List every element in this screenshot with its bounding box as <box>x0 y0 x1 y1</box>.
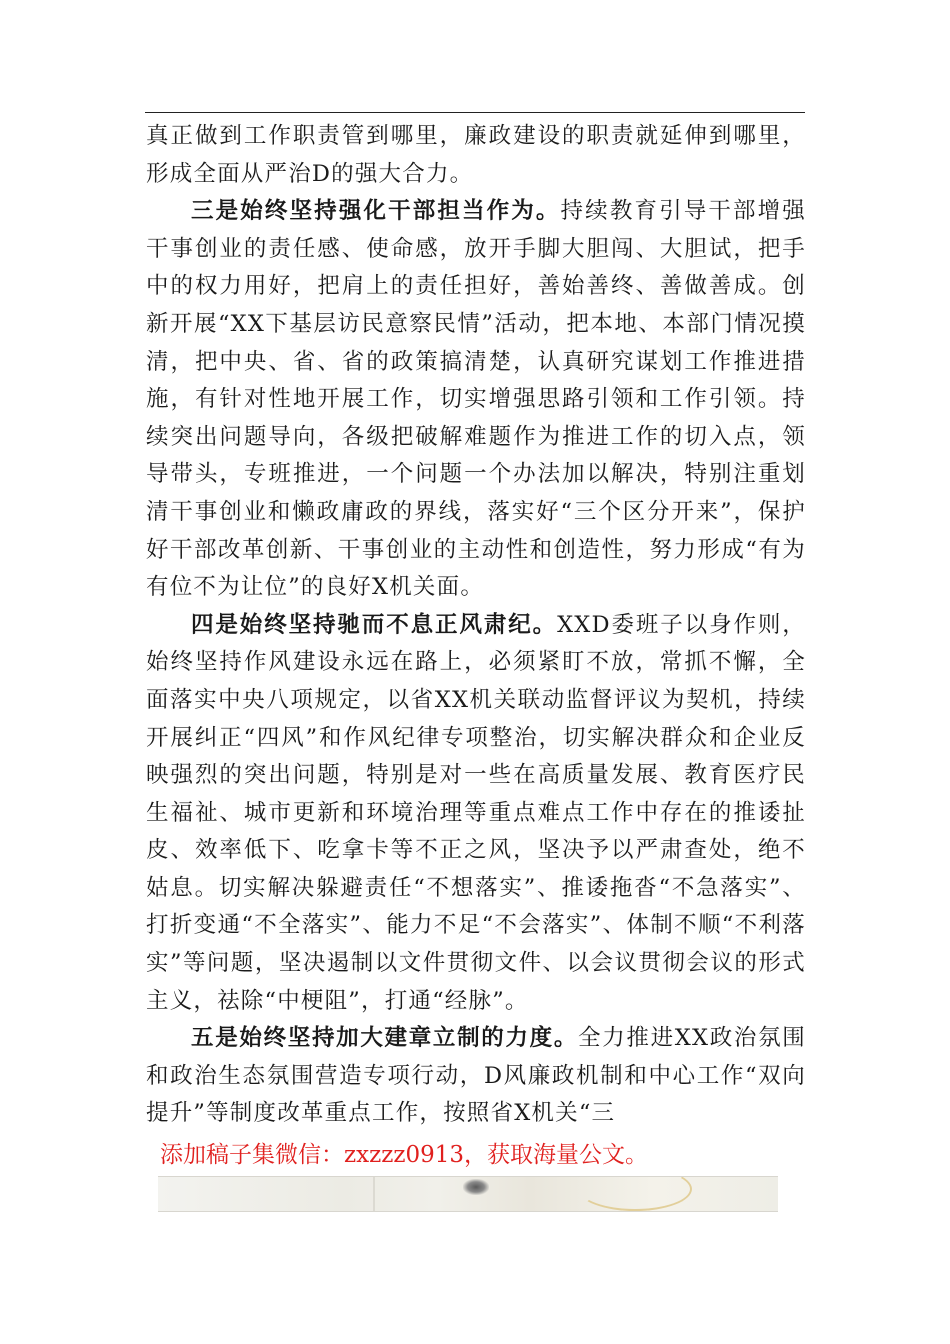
paragraph-four <box>146 607 806 1021</box>
ink-blot-graphic <box>463 1179 489 1195</box>
decorative-image-strip <box>158 1176 778 1212</box>
paragraph-text: XXD委班子以身作则，始终坚持作风建设永远在路上，必须紧盯不放，常抓不懈，全面落实中央八项规定，以省XX机关联动监督评议为契机，持续开展纠正“四风”和作风纪律专项整治，切实解决群众和企业反映强烈的突出问题，特别是对一些在高质量发展、教育医疗民生福祉、城市更新和环境治理等重点难点工作中存在的推诿扯皮、效率低下、吃拿卡等不正之风，坚决予以严肃查处，绝不姑息。切实解决躲避责任“不想落实”、推诿拖沓“不急落实”、打折变通“不全落实”、能力不足“不会落实”、体制不顺“不利落实”等问题，坚决遏制以文件贯彻文件、以会议贯彻会议的形式主义，祛除“中梗阻”，打通“经脉”。 <box>146 611 806 1014</box>
header-rule <box>145 112 805 113</box>
paragraph-five <box>146 1020 806 1133</box>
paragraph-lead: 五是始终坚持加大建章立制的力度。 <box>191 1025 579 1052</box>
paragraph-continuation <box>146 118 806 193</box>
promo-watermark-text: 添加稿子集微信：zxzzz0913，获取海量公文。 <box>160 1142 648 1168</box>
paragraph-lead: 四是始终坚持驰而不息正风肃纪。 <box>191 611 558 638</box>
paragraph-three <box>146 193 806 607</box>
paragraph-text: 真正做到工作职责管到哪里，廉政建设的职责就延伸到哪里，形成全面从严治D的强大合力。 <box>146 123 806 187</box>
paragraph-lead: 三是始终坚持强化干部担当作为。 <box>191 198 561 225</box>
paragraph-text: 全力推进XX政治氛围和政治生态氛围营造专项行动，D风廉政机制和中心工作“双向提升”等制度改革重点工作，按照省X机关“三 <box>146 1025 807 1127</box>
paragraph-text: 持续教育引导干部增强干事创业的责任感、使命感，放开手脚大胆闯、大胆试，把手中的权力用好，把肩上的责任担好，善始善终、善做善成。创新开展“XX下基层访民意察民情”活动，把本地、本部门情况摸清，把中央、省、省的政策搞清楚，认真研究谋划工作推进措施，有针对性地开展工作，切实增强思路引领和工作引领。持续突出问题导向，各级把破解难题作为推进工作的切入点，领导带头，专班推进，一个问题一个办法加以解决，特别注重划清干事创业和懒政庸政的界线，落实好“三个区分开来”，保护好干部改革创新、干事创业的主动性和创造性，努力形成“有为有位不为让位”的良好X机关面。 <box>146 198 806 601</box>
strip-divider <box>373 1177 375 1211</box>
decorative-curve <box>578 1176 692 1211</box>
document-body <box>146 118 806 1133</box>
